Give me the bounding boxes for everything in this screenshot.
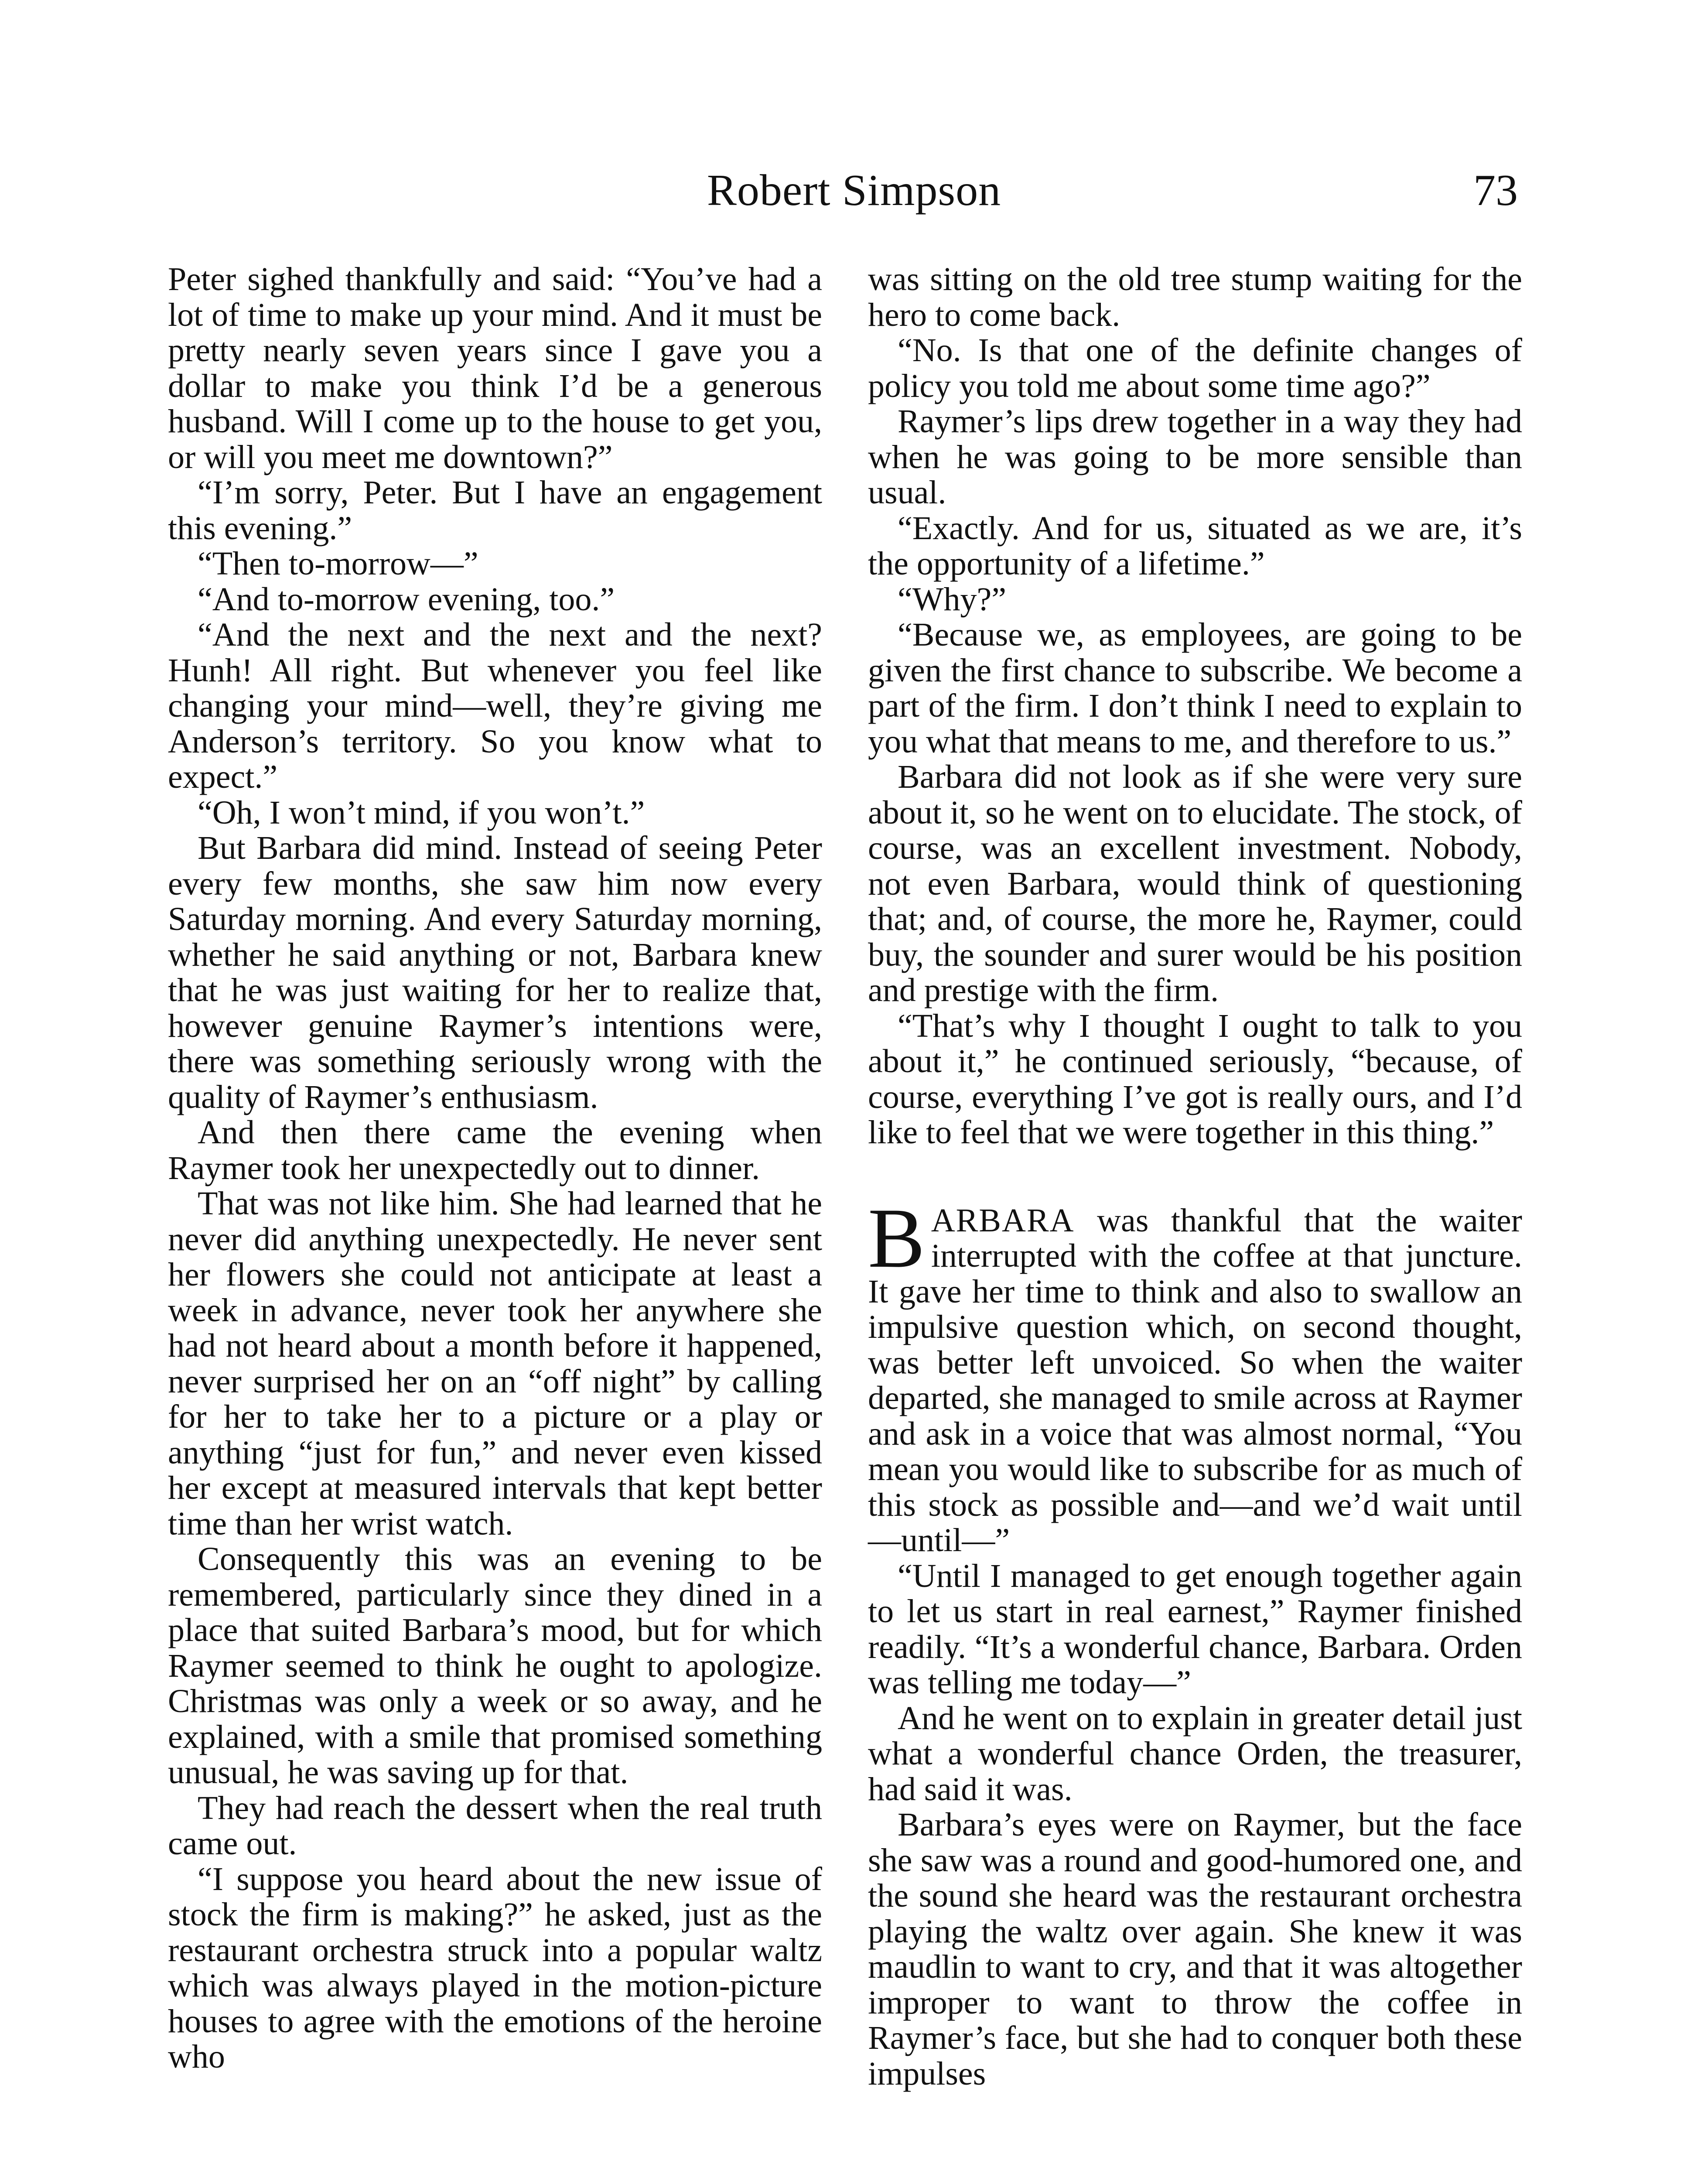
- left-column: [168, 262, 822, 2075]
- drop-cap: B: [868, 1190, 925, 1285]
- paragraph: They had reach the dessert when the real truth came out.: [168, 1789, 822, 1862]
- paragraph: “Why?”: [898, 581, 1006, 618]
- paragraph: “Then to-morrow—”: [198, 545, 478, 582]
- paragraph: But Barbara did mind. Instead of seeing Peter every few months, she saw him now every Saturday morning. And every Saturday morning, whether he said anything or not, Barbara knew that he was just waiting for her to realize that, however genuine Raymer’s intentions were, there was something seriously wrong with the quality of Raymer’s enthusiasm.: [168, 830, 822, 1115]
- paragraph: “I’m sorry, Peter. But I have an engagement this evening.”: [168, 474, 822, 547]
- paragraph: “Until I managed to get enough together again to let us start in real earnest,” Raymer finished readily. “It’s a wonderful chance, Barbara. Orden was telling me today—”: [868, 1557, 1522, 1701]
- paragraph: Peter sighed thankfully and said: “You’ve had a lot of time to make up your mind. And it must be pretty nearly seven years since I gave you a dollar to make you think I’d be a generous husband. Will I come up to the house to get you, or will you meet me downtown?”: [168, 261, 822, 475]
- paragraph: And then there came the evening when Raymer took her unexpectedly out to dinner.: [168, 1114, 822, 1186]
- paragraph: That was not like him. She had learned that he never did anything unexpectedly. He never sent her flowers she could not anticipate at least a week in advance, never took her anywhere she had not heard about a month before it happened, never surprised her on an “off night” by calling for her to take her to a picture or a play or anything “just for fun,” and never even kissed her except at measured intervals that kept better time than her wrist watch.: [168, 1185, 822, 1542]
- right-column: [868, 262, 1522, 2092]
- paragraph-text: was thankful that the waiter interrupted with the coffee at that juncture. It gave her time to think and also to swallow an impulsive question which, on second thought, was better left unvoiced. So when the waiter departed, she managed to smile across at Raymer and ask in a voice that was almost normal, “You mean you would like to subscribe for as much of this stock as possible and—and we’d wait until —until—”: [868, 1202, 1522, 1559]
- paragraph: was sitting on the old tree stump waiting for the hero to come back.: [868, 261, 1522, 333]
- paragraph: “Oh, I won’t mind, if you won’t.”: [198, 794, 645, 831]
- paragraph: “That’s why I thought I ought to talk to you about it,” he continued seriously, “because, of course, everything I’ve got is really ours, and I’d like to feel that we were together in this thing.”: [868, 1007, 1522, 1151]
- page-number: 73: [1473, 166, 1518, 215]
- paragraph: “Exactly. And for us, situated as we are, it’s the opportunity of a lifetime.”: [868, 509, 1522, 582]
- paragraph: Consequently this was an evening to be remembered, particularly since they dined in a place that suited Barbara’s mood, but for which Raymer seemed to think he ought to apologize. Christmas was only a week or so away, and he explained, with a smile that promised something unusual, he was saving up for that.: [168, 1541, 822, 1791]
- small-caps-lead: ARBARA: [931, 1202, 1075, 1239]
- section-opening-paragraph: [868, 1190, 1522, 1559]
- paragraph: “No. Is that one of the definite changes of policy you told me about some time ago?”: [868, 332, 1522, 404]
- paragraph: “And the next and the next and the next? Hunh! All right. But whenever you feel like changing your mind—well, they’re giving me Anderson’s territory. So you know what to expect.”: [168, 616, 822, 795]
- paragraph: Raymer’s lips drew together in a way they had when he was going to be more sensible than usual.: [868, 403, 1522, 511]
- paragraph: And he went on to explain in greater detail just what a wonderful chance Orden, the treasurer, had said it was.: [868, 1699, 1522, 1808]
- section-break: [868, 1151, 1522, 1203]
- paragraph: Barbara’s eyes were on Raymer, but the face she saw was a round and good-humored one, and the sound she heard was the restaurant orchestra playing the waltz over again. She knew it was maudlin to want to cry, and that it was altogether improper to want to throw the coffee in Raymer’s face, but she had to conquer both these impulses: [868, 1806, 1522, 2092]
- running-title: Robert Simpson: [707, 166, 1001, 215]
- paragraph: “And to-morrow evening, too.”: [198, 581, 615, 618]
- paragraph: Barbara did not look as if she were very sure about it, so he went on to elucidate. The stock, of course, was an excellent investment. Nobody, not even Barbara, would think of questioning that; and, of course, the more he, Raymer, could buy, the sounder and surer would be his position and prestige with the firm.: [868, 759, 1522, 1008]
- paragraph: “Because we, as employees, are going to be given the first chance to subscribe. We become a part of the firm. I don’t think I need to explain to you what that means to me, and therefore to us.”: [868, 616, 1522, 760]
- paragraph: “I suppose you heard about the new issue of stock the firm is making?” he asked, just as the restaurant orchestra struck into a popular waltz which was always played in the motion-picture houses to agree with the emotions of the heroine who: [168, 1860, 822, 2075]
